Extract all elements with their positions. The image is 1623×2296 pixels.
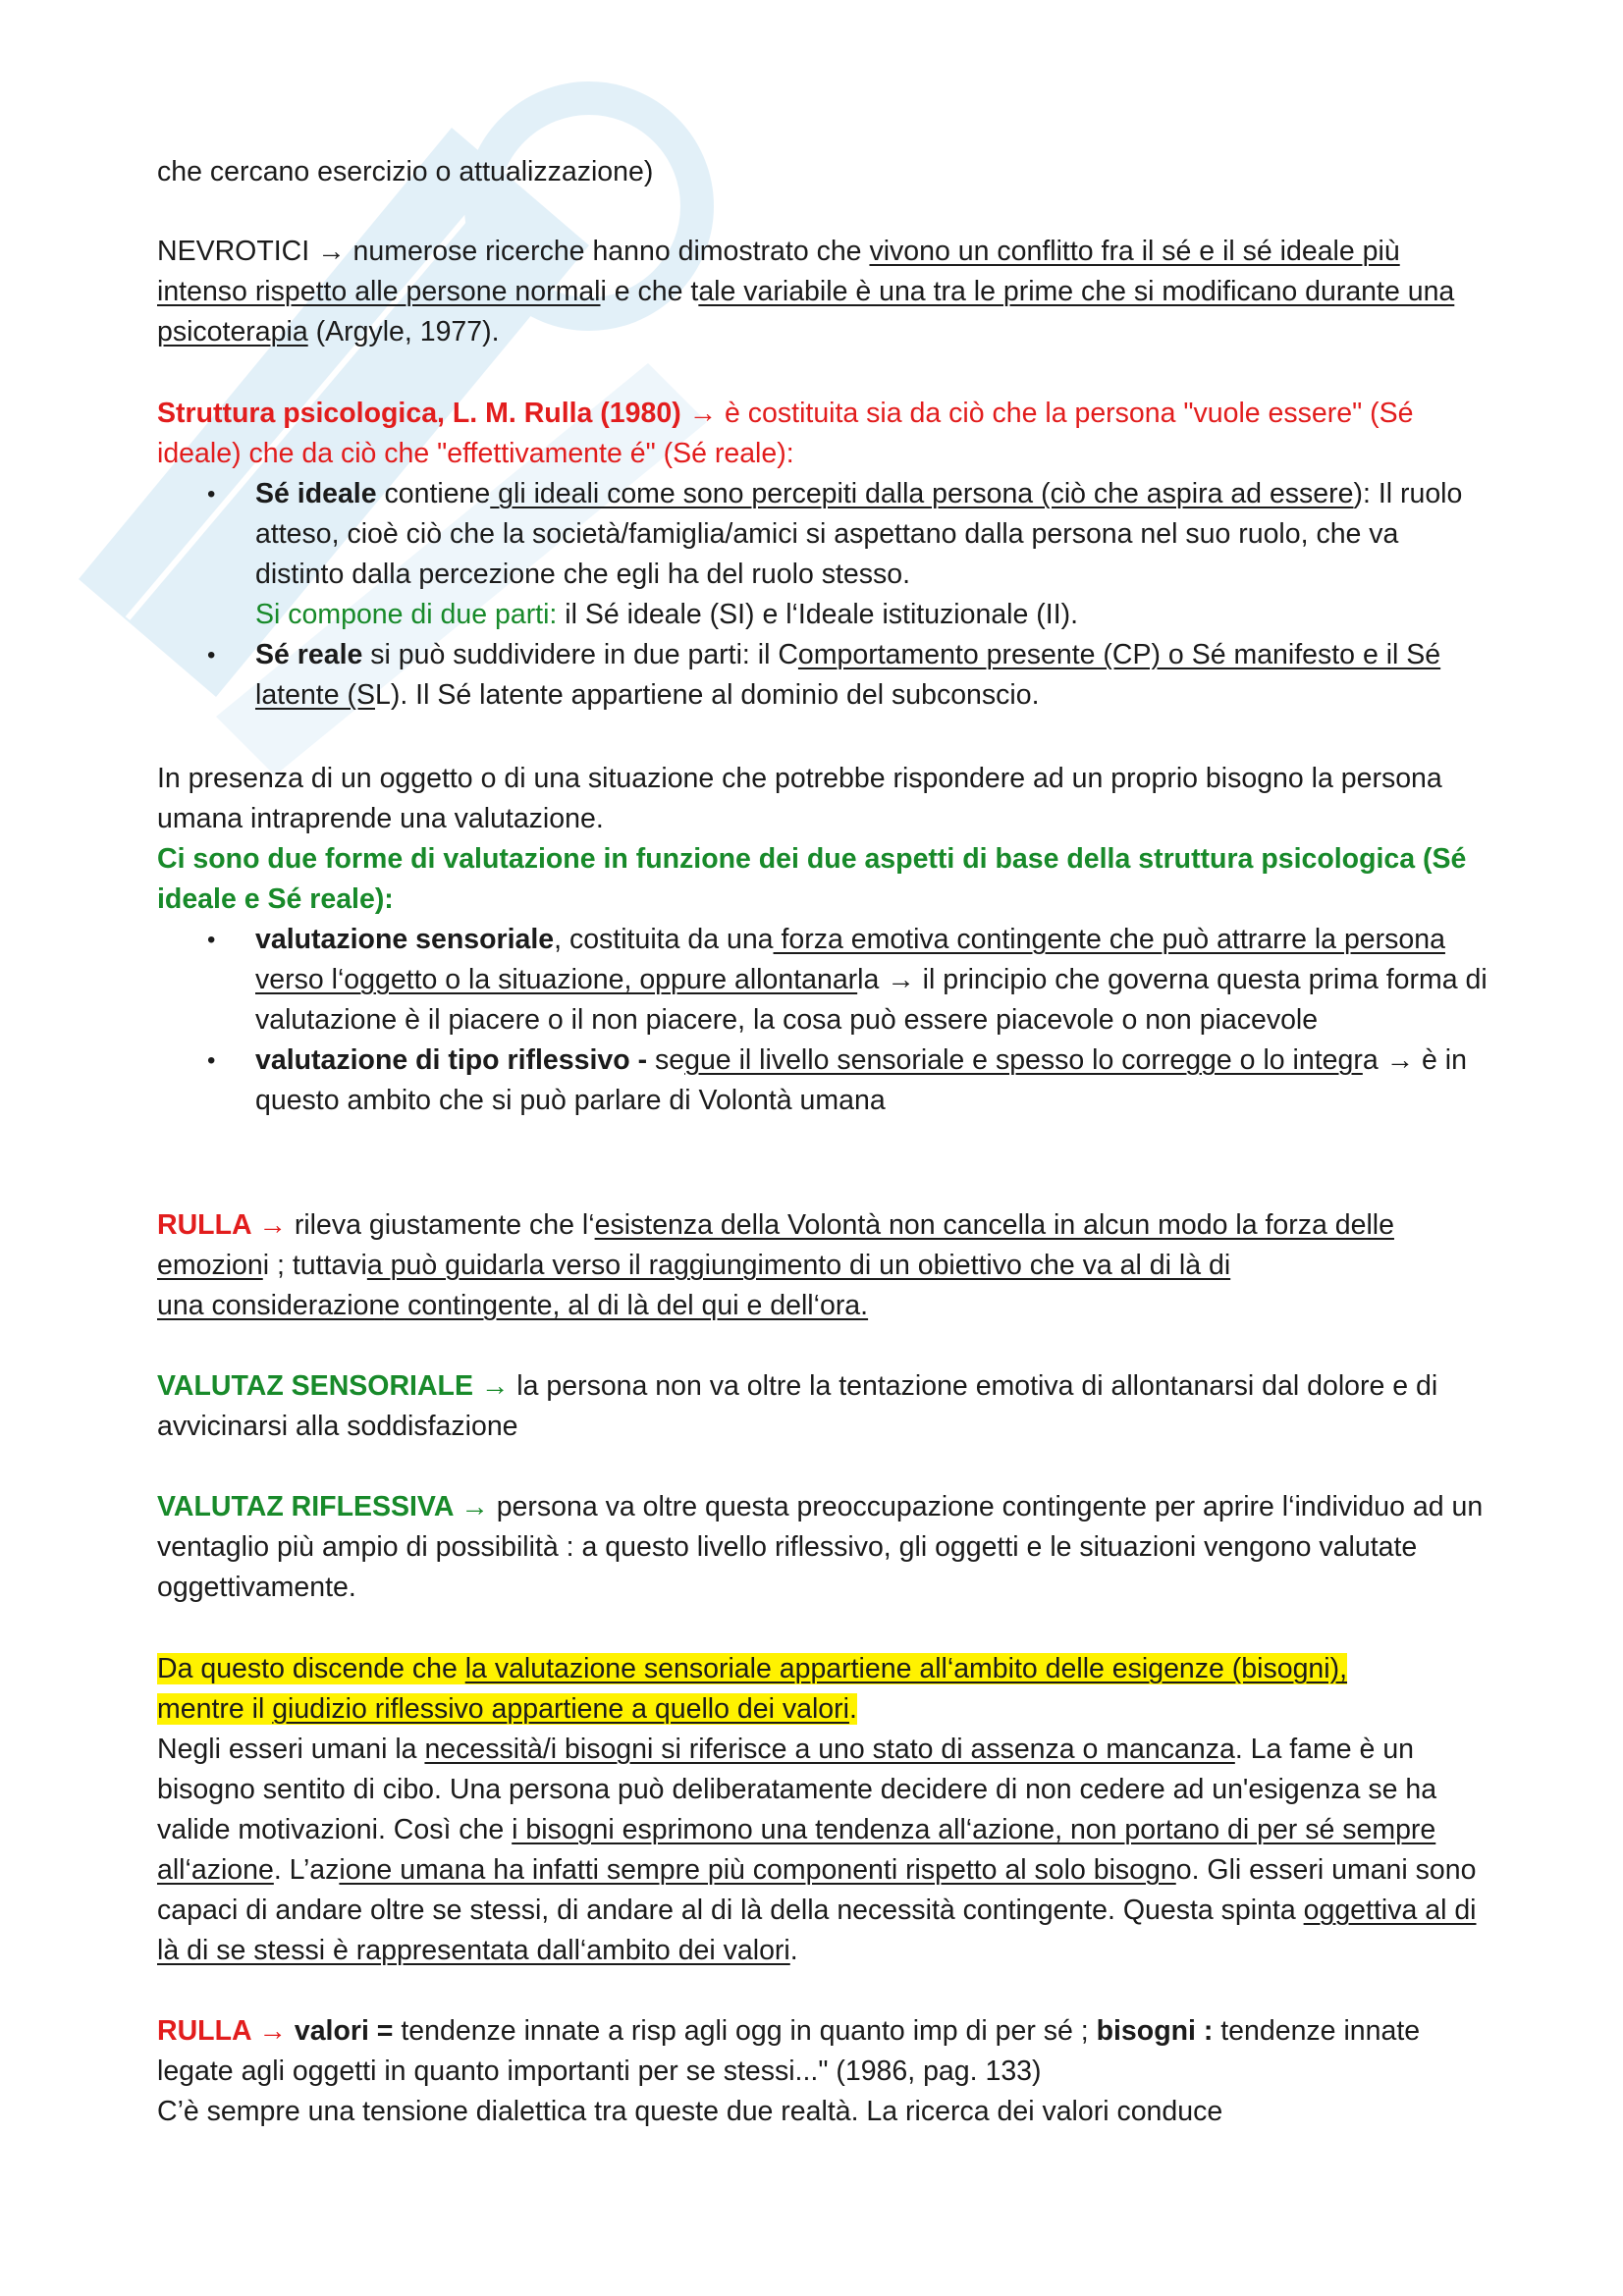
struttura-psicologica-heading: Struttura psicologica, L. M. Rulla (1980) → è costituita sia da ciò che la persona "vuole essere" (Sé ideale) che da ciò che "effettivamente é" (Sé reale):	[157, 398, 1414, 469]
nevrotici-paragraph: NEVROTICI → numerose ricerche hanno dimostrato che vivono un conflitto fra il sé e il sé ideale più intenso rispetto alle persone normali e che tale variabile è una tra le prime che si modificano durante una psicoterapia (Argyle, 1977).	[157, 236, 1455, 347]
list-item-valutazione-sensoriale: • valutazione sensoriale, costituita da una forza emotiva contingente che può attrarre la persona verso l‘oggetto o la situazione, oppure allontanarla → il principio che governa questa prima forma di valutazione è il piacere o il non piacere, la cosa può essere piacevole o non piacevole	[157, 920, 1492, 1041]
da-questo-paragraph: Da questo discende che la valutazione sensoriale appartiene all‘ambito delle esigenze (bisogni), mentre il giudizio riflessivo appartiene a quello dei valori. Negli esseri umani la necessità/i bisogni si riferisce a uno stato di assenza o mancanza. La fame è un bisogno sentito di cibo. Una persona può deliberatamente decidere di non cedere ad un'esigenza se ha valide motivazioni. Così che i bisogni esprimono una tendenza all‘azione, non portano di per sé sempre all‘azione. L’azione umana ha infatti sempre più componenti rispetto al solo bisogno. Gli esseri umani sono capaci di andare oltre se stessi, di andare al di là della necessità contingente. Questa spinta oggettiva al di là di se stessi è rappresentata dall‘ambito dei valori.	[157, 1653, 1477, 1966]
rulla-valori-paragraph: RULLA → valori = tendenze innate a risp agli ogg in quanto imp di per sé ; bisogni : tendenze innate legate agli oggetti in quanto importanti per se stessi..." (1986, pag. 133) C’è sempre una tensione dialettica tra queste due realtà. La ricerca dei valori conduce	[157, 2015, 1421, 2127]
bullet-icon: •	[207, 642, 216, 668]
presenza-paragraph: In presenza di un oggetto o di una situazione che potrebbe rispondere ad un proprio bisogno la persona umana intraprende una valutazione.	[157, 763, 1442, 834]
due-forme-heading: Ci sono due forme di valutazione in funzione dei due aspetti di base della struttura psicologica (Sé ideale e Sé reale):	[157, 843, 1467, 915]
continuation-line: che cercano esercizio o attualizzazione)	[157, 156, 654, 187]
bullet-icon: •	[207, 481, 216, 507]
valutazione-bullet-list	[157, 920, 1492, 1121]
rulla-volonta-paragraph: RULLA → rileva giustamente che l‘esistenza della Volontà non cancella in alcun modo la forza delle emozioni ; tuttavia può guidarla verso il raggiungimento di un obiettivo che va al di là di una considerazione contingente, al di là del qui e dell‘ora.	[157, 1209, 1394, 1321]
valutaz-riflessiva-paragraph: VALUTAZ RIFLESSIVA → persona va oltre questa preoccupazione contingente per aprire l‘individuo ad un ventaglio più ampio di possibilità : a questo livello riflessivo, gli oggetti e le situazioni vengono valutate oggettivamente.	[157, 1491, 1484, 1603]
bullet-icon: •	[207, 927, 216, 953]
bullet-icon: •	[207, 1047, 216, 1074]
list-item-se-reale: • Sé reale si può suddividere in due parti: il Comportamento presente (CP) o Sé manifesto e il Sé latente (SL). Il Sé latente appartiene al dominio del subconscio.	[157, 635, 1492, 716]
valutaz-sensoriale-paragraph: VALUTAZ SENSORIALE → la persona non va oltre la tentazione emotiva di allontanarsi dal dolore e di avvicinarsi alla soddisfazione	[157, 1370, 1438, 1442]
struttura-bullet-list	[157, 474, 1492, 716]
list-item-se-ideale: • Sé ideale contiene gli ideali come sono percepiti dalla persona (ciò che aspira ad essere): Il ruolo atteso, cioè ciò che la società/famiglia/amici si aspettano dalla persona nel suo ruolo, che va distinto dalla percezione che egli ha del ruolo stesso. Si compone di due parti: il Sé ideale (SI) e l‘Ideale istituzionale (II).	[157, 474, 1492, 635]
list-item-valutazione-riflessiva: • valutazione di tipo riflessivo - segue il livello sensoriale e spesso lo corregge o lo integra → è in questo ambito che si può parlare di Volontà umana	[157, 1041, 1492, 1121]
